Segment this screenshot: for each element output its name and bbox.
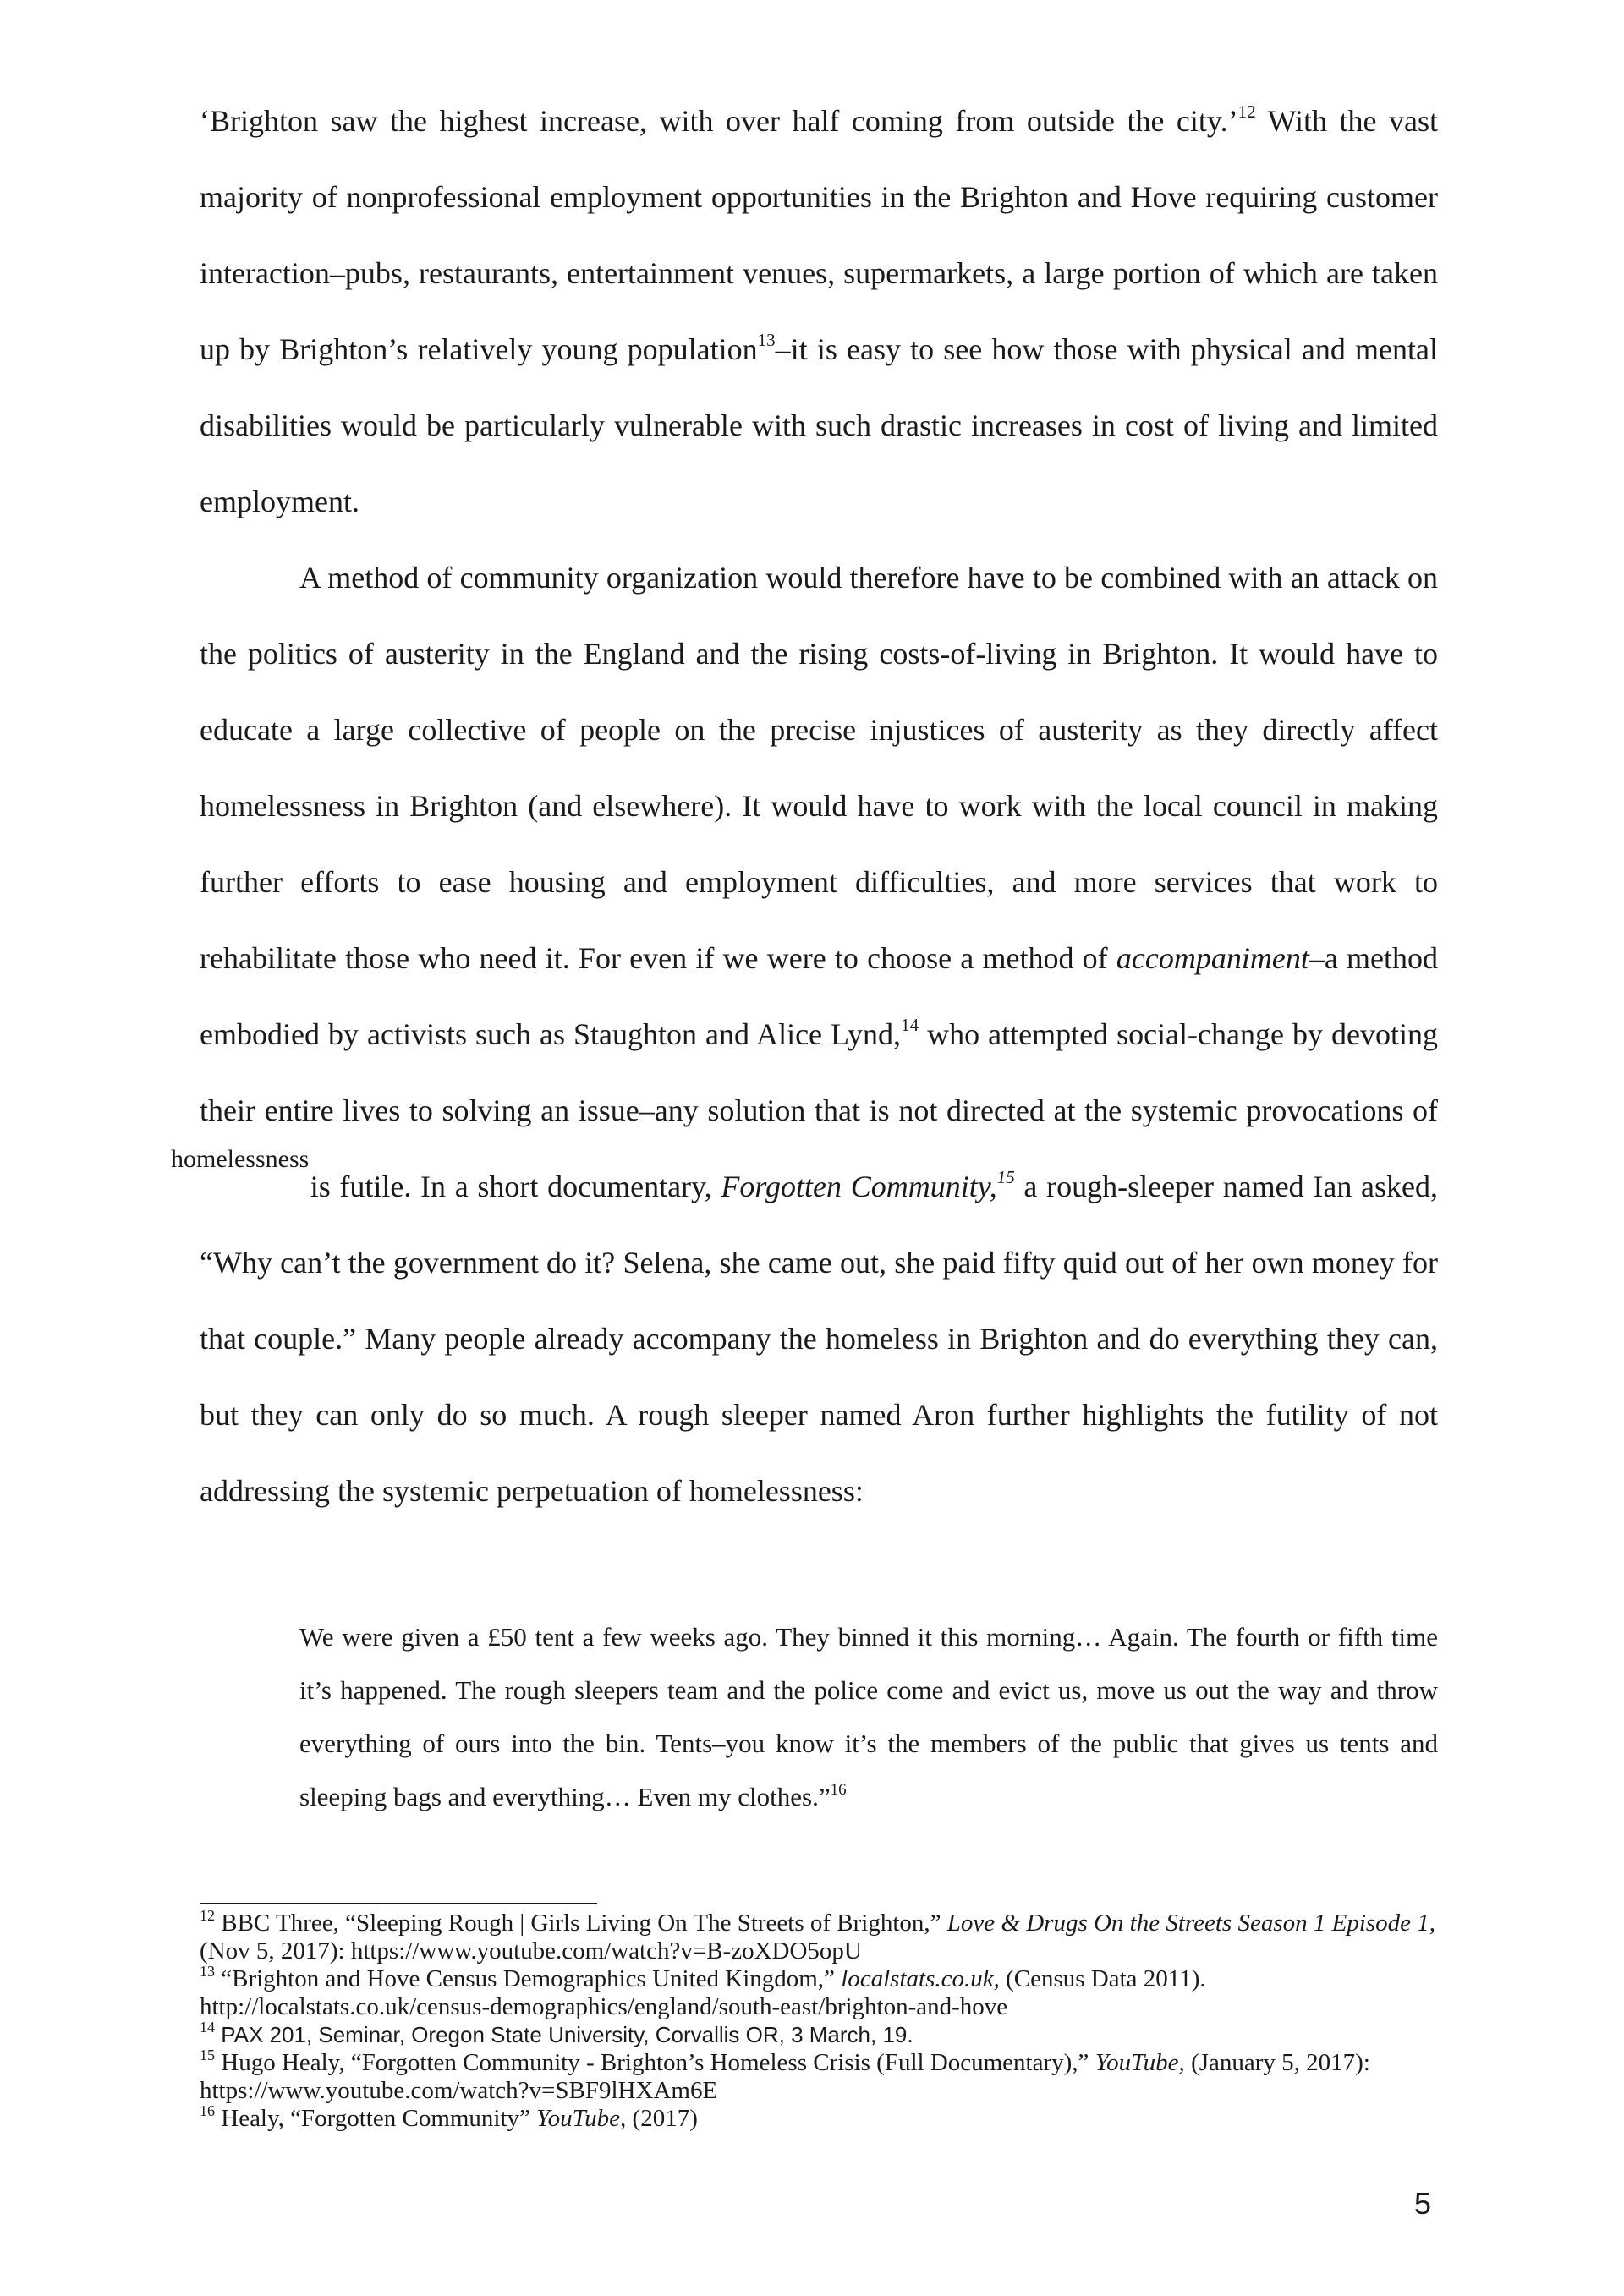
footnote-13: [200, 1965, 1438, 2021]
block-quote: [299, 1610, 1438, 1823]
footnote-ref-14: 14: [901, 1015, 919, 1035]
footnotes: [200, 1907, 1438, 2133]
footnote-text: BBC Three, “Sleeping Rough | Girls Living On The Streets of Brighton,”: [215, 1910, 947, 1937]
footnote-separator: [200, 1903, 597, 1904]
p2-text-5: a rough-sleeper named Ian asked, “Why can’t the government do it? Selena, she came out, she paid fifty quid out of her own money for that couple.” Many people already accompany the homeless in Brighton and do everything they can, but they can only do so much. A rough sleeper named Aron further highlights the futility of not addressing the systemic perpetuation of homelessness:: [200, 1170, 1438, 1508]
footnote-text-end: (January 5, 2017): https://www.youtube.com/watch?v=SBF9lHXAm6E: [200, 2049, 1370, 2104]
footnote-number: 14: [200, 2019, 215, 2036]
footnote-text: “Brighton and Hove Census Demographics United Kingdom,”: [215, 1965, 842, 1992]
footnote-ref-12: 12: [1237, 101, 1256, 122]
footnote-text: PAX 201, Seminar, Oregon State University, Corvallis OR, 3 March, 19.: [215, 2022, 914, 2047]
inserted-word: homelessness: [171, 1145, 310, 1173]
footnote-italic: YouTube,: [536, 2105, 627, 2132]
p1-text-3: –it is easy to see how those with physical and mental disabilities would be particularly vulnerable with such drastic increases in cost of living and limited employment.: [200, 332, 1438, 518]
footnote-ref-15: [997, 1167, 1015, 1187]
p2-italic-accompaniment: accompaniment: [1116, 941, 1309, 975]
footnote-text: Hugo Healy, “Forgotten Community - Brighton’s Homeless Crisis (Full Documentary),”: [215, 2049, 1095, 2076]
footnote-text-end: (Nov 5, 2017): https://www.youtube.com/watch?v=B-zoXDO5opU: [200, 1937, 862, 1964]
footnote-15: [200, 2049, 1438, 2105]
footnote-italic: localstats.co.uk,: [841, 1965, 1000, 1992]
footnote-text-end: (Census Data 2011). http://localstats.co.uk/census-demographics/england/south-east/brighton-and-hove: [200, 1965, 1206, 2020]
footnote-12: [200, 1907, 1438, 1965]
footnote-text: Healy, “Forgotten Community”: [215, 2105, 537, 2132]
footnote-16: [200, 2102, 1438, 2133]
p2-text-4: is futile. In a short documentary,: [301, 1170, 721, 1203]
footnote-italic: Love & Drugs On the Streets Season 1 Episode 1,: [946, 1910, 1436, 1937]
block-quote-text: We were given a £50 tent a few weeks ago. They binned it this morning… Again. The fourth or fifth time it’s happened. The rough sleepers team and the police come and evict us, move us out the way and throw everything of ours into the bin. Tents–you know it’s the members of the public that gives us tents and sleeping bags and everything… Even my clothes.”: [299, 1622, 1438, 1811]
p2-text-3: who attempted social-change by devoting their entire lives to solving an issue–any solution that is not directed at the systemic provocations of: [200, 1017, 1438, 1127]
footnote-number: 12: [200, 1907, 215, 1924]
footnote-number: 16: [200, 2102, 215, 2119]
footnote-14: [200, 2021, 1438, 2049]
p2-italic-title: Forgotten Community,: [721, 1170, 997, 1203]
body-text: [171, 83, 1439, 1529]
footnote-number: 13: [200, 1963, 215, 1980]
page-number: 5: [1414, 2186, 1432, 2221]
footnote-ref-15-num: 15: [996, 1167, 1015, 1187]
p2-text-2: –a method embodied by activists such as Staughton and Alice Lynd,: [200, 941, 1439, 1051]
footnote-ref-13: 13: [757, 330, 776, 350]
p1-text-1: ‘Brighton saw the highest increase, with over half coming from outside the city.’: [200, 104, 1238, 138]
paragraph-1: [200, 83, 1438, 540]
footnote-ref-16: 16: [830, 1781, 847, 1799]
paragraph-2: [171, 540, 1439, 1529]
p2-text-1: A method of community organization would therefore have to be combined with an attack on the politics of austerity in the England and the rising costs-of-living in Brighton. It would have to educate a large collective of people on the precise injustices of austerity as they directly affect homelessness in Brighton (and elsewhere). It would have to work with the local council in making further efforts to ease housing and employment difficulties, and more services that work to rehabilitate those who need it. For even if we were to choose a method of: [200, 561, 1438, 975]
p1-text-2: With the vast majority of nonprofessional employment opportunities in the Brighton and Hove requiring customer interaction–pubs, restaurants, entertainment venues, supermarkets, a large portion of which are taken up by Brighton’s relatively young population: [200, 104, 1438, 366]
inserted-word-gap: [171, 1145, 310, 1197]
footnote-number: 15: [200, 2047, 215, 2063]
footnote-text-end: (2017): [626, 2105, 698, 2132]
footnote-italic: YouTube,: [1095, 2049, 1185, 2076]
